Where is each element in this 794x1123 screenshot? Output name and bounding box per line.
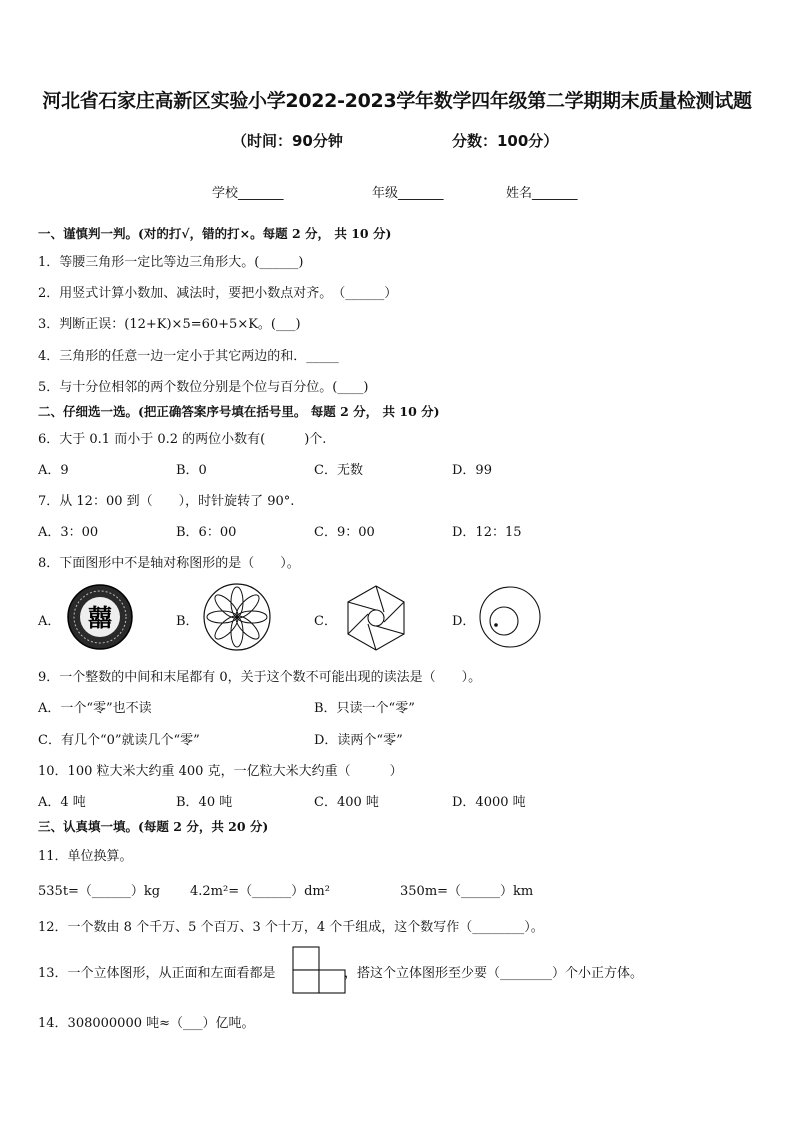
question-1: 1．等腰三角形一定比等边三角形大。(______) <box>38 255 304 270</box>
q6-option-a[interactable]: A．9 <box>38 463 69 478</box>
question-12: 12．一个数由 8 个千万、5 个百万、3 个十万，4 个千组成，这个数写作（________）。 <box>38 920 544 935</box>
emblem-glyph: 囍 <box>88 604 112 632</box>
section-2-title: 二、仔细选一选。(把正确答案序号填在括号里。 每题 2 分， 共 10 分) <box>38 404 440 419</box>
question-13-text-after: ，搭这个立体图形至少要（________）个小正方体。 <box>344 966 644 981</box>
question-4: 4．三角形的任意一边一定小于其它两边的和．_____ <box>38 349 339 364</box>
page-title: 河北省石家庄高新区实验小学2022-2023学年数学四年级第二学期期末质量检测试题 <box>42 90 752 112</box>
flower-circle-icon <box>202 582 272 652</box>
question-6: 6．大于 0.1 而小于 0.2 的两位小数有( )个. <box>38 432 327 447</box>
q10-option-b[interactable]: B．40 吨 <box>176 795 233 810</box>
q9-option-a[interactable]: A．一个“零”也不读 <box>38 701 152 716</box>
question-13-text-before: 13．一个立体图形，从正面和左面看都是 <box>38 966 276 981</box>
q8-option-c[interactable]: C． <box>314 614 337 629</box>
q8-option-a[interactable]: A． <box>38 614 61 629</box>
q8-option-b[interactable]: B． <box>176 614 199 629</box>
circle-dot-icon <box>478 585 542 649</box>
total-score: 分数：100分） <box>452 132 559 150</box>
question-2: 2．用竖式计算小数加、减法时，要把小数点对齐。 （______） <box>38 286 398 301</box>
q7-option-d[interactable]: D．12：15 <box>452 525 522 540</box>
school-field[interactable]: 学校_______ <box>212 186 284 201</box>
q11-conversion-1: 535t=（______）kg <box>38 884 161 899</box>
q8-option-d[interactable]: D． <box>452 614 476 629</box>
section-3-title: 三、认真填一填。(每题 2 分，共 20 分) <box>38 819 269 834</box>
q9-option-d[interactable]: D．读两个“零” <box>314 733 403 748</box>
question-10: 10．100 粒大米大约重 400 克，一亿粒大米大约重（ ） <box>38 764 403 779</box>
question-11: 11．单位换算。 <box>38 849 133 864</box>
question-8: 8．下面图形中不是轴对称图形的是（ ）。 <box>38 556 300 571</box>
grade-field[interactable]: 年级_______ <box>372 186 444 201</box>
section-1-title: 一、谨慎判一判。(对的打√，错的打×。每题 2 分， 共 10 分) <box>38 226 392 241</box>
question-5: 5．与十分位相邻的两个数位分别是个位与百分位。(____) <box>38 380 369 395</box>
pinwheel-hexagon-icon <box>340 582 412 654</box>
double-happiness-emblem-icon <box>66 583 134 651</box>
q6-option-c[interactable]: C．无数 <box>314 463 363 478</box>
q11-conversion-2: 4.2m²=（______）dm² <box>190 884 330 899</box>
q11-conversion-3: 350m=（______）km <box>400 884 534 899</box>
q9-option-b[interactable]: B．只读一个“零” <box>314 701 415 716</box>
question-7: 7．从 12：00 到（ ），时针旋转了 90°. <box>38 494 295 509</box>
q6-option-d[interactable]: D．99 <box>452 463 492 478</box>
q7-option-b[interactable]: B．6：00 <box>176 525 237 540</box>
q10-option-d[interactable]: D．4000 吨 <box>452 795 526 810</box>
question-9: 9．一个整数的中间和末尾都有 0，关于这个数不可能出现的读法是（ ）。 <box>38 670 482 685</box>
question-14: 14．308000000 吨≈（___）亿吨。 <box>38 1016 255 1031</box>
q6-option-b[interactable]: B．0 <box>176 463 207 478</box>
q7-option-c[interactable]: C．9：00 <box>314 525 375 540</box>
view-shape-icon <box>292 946 346 994</box>
q9-option-c[interactable]: C．有几个“0”就读几个“零” <box>38 733 200 748</box>
name-field[interactable]: 姓名_______ <box>506 186 578 201</box>
q10-option-c[interactable]: C．400 吨 <box>314 795 379 810</box>
question-3: 3．判断正误：(12+K)×5=60+5×K。(___) <box>38 317 301 332</box>
q7-option-a[interactable]: A．3：00 <box>38 525 99 540</box>
time-limit: （时间：90分钟 <box>232 132 343 150</box>
q10-option-a[interactable]: A．4 吨 <box>38 795 86 810</box>
